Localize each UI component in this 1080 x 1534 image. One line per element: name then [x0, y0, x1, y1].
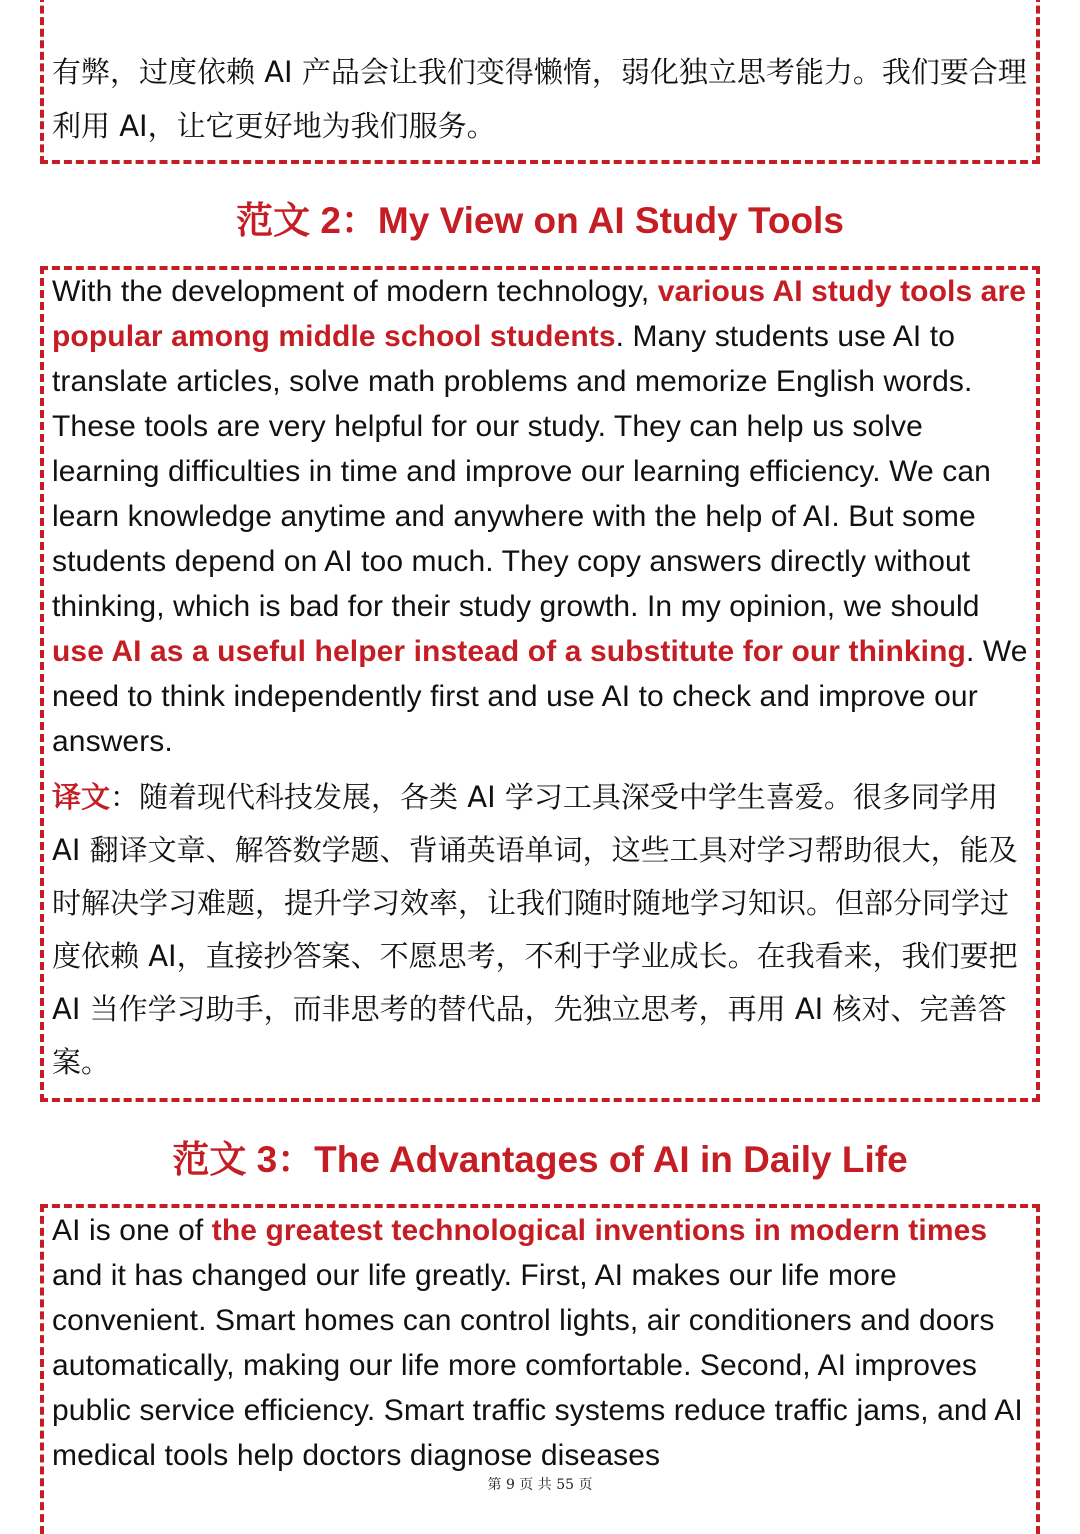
essay1-translation — [52, 45, 1032, 153]
essay2-translation — [52, 771, 1032, 1089]
essay3-english — [52, 1208, 1032, 1478]
essay3-text-1: AI is one of — [52, 1214, 212, 1247]
essay3-highlight-1: the greatest technological inventions in modern times — [211, 1214, 988, 1247]
essay2-translation-text: ：随着现代科技发展，各类 AI 学习工具深受中学生喜爱。很多同学用 AI 翻译文章、解答数学题、背诵英语单词，这些工具对学习帮助很大，能及时解决学习难题，提升学习效率，让我们随时随地学习知识。但部分同学过度依赖 AI，直接抄答案、不愿思考，不利于学业成长。在我看来，我们要把 AI 当作学习助手，而非思考的替代品，先独立思考，再用 AI 核对、完善答案。 — [52, 780, 1018, 1079]
page-number: 第 9 页 共 55 页 — [487, 1477, 593, 1493]
essay2-text-3: . We need to think independently first and use AI to check and improve our answers. — [52, 635, 1028, 758]
essay2-translation-label: 译文 — [52, 780, 111, 814]
essay2-highlight-1: various AI study tools are popular among middle school students — [52, 275, 1027, 353]
essay3-text-2: and it has changed our life greatly. First, AI makes our life more convenient. Smart homes can control lights, air conditioners and doors automatically, making our life more comfortable. Second, AI improves public service efficiency. Smart traffic systems reduce traffic jams, and AI medical tools help doctors diagnose diseases — [52, 1259, 1023, 1472]
essay2-heading: 范文 2：My View on AI Study Tools — [236, 200, 844, 241]
essay2-english — [52, 269, 1032, 764]
essay2-text-2: . Many students use AI to translate articles, solve math problems and memorize English words. These tools are very helpful for our study. They can help us solve learning difficulties in time and improve our learning efficiency. We can learn knowledge anytime and anywhere with the help of AI. But some students depend on AI too much. They copy answers directly without thinking, which is bad for their study growth. In my opinion, we should — [52, 320, 991, 623]
essay1-translation-text: 有弊，过度依赖 AI 产品会让我们变得懒惰，弱化独立思考能力。我们要合理利用 AI，让它更好地为我们服务。 — [52, 55, 1027, 143]
essay2-highlight-2: use AI as a useful helper instead of a substitute for our thinking — [52, 635, 966, 668]
essay2-text-1: With the development of modern technology, — [52, 275, 658, 308]
essay3-heading: 范文 3：The Advantages of AI in Daily Life — [172, 1139, 908, 1180]
